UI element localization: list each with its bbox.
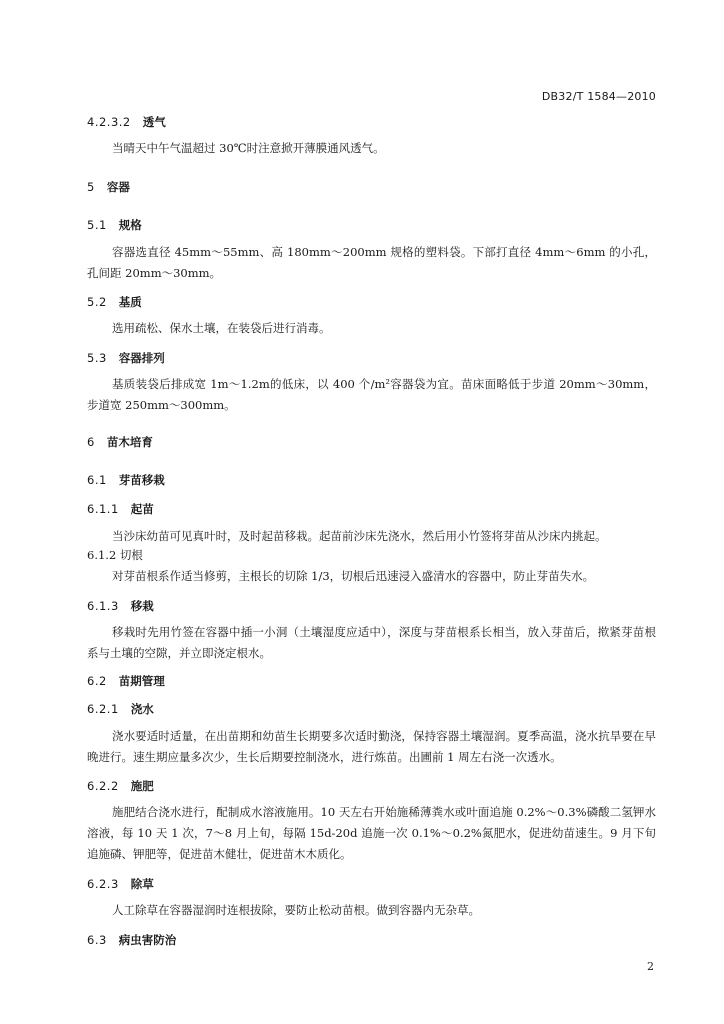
heading-6-1-1 bbox=[87, 501, 154, 517]
heading-title: 透气 bbox=[142, 115, 166, 129]
heading-title: 移栽 bbox=[130, 599, 154, 613]
heading-title: 病虫害防治 bbox=[118, 933, 177, 947]
paragraph-6-2-2: 施肥结合浇水进行，配制成水溶液施用。10 天左右开始施稀薄粪水或叶面追施 0.2%～0.3%磷酸二氢钾水溶液，每 10 天 1 次，7～8 月上旬，每隔 15d-20d 追施一次 0.1%～0.2%氮肥水，促进幼苗速生。9 月下旬追施磷、钾肥等，促进苗木健壮，促进苗木木质化。 bbox=[87, 805, 656, 861]
heading-6-3 bbox=[87, 932, 176, 948]
heading-number: 4.2.3.2 bbox=[87, 115, 131, 129]
heading-5 bbox=[87, 179, 130, 195]
heading-number: 6.1.3 bbox=[87, 599, 119, 613]
heading-4-2-3-2 bbox=[87, 114, 166, 130]
paragraph-6-1-2: 对芽苗根系作适当修剪，主根长的切除 1/3，切根后迅速浸入盛清水的容器中，防止芽苗失水。 bbox=[112, 569, 595, 583]
heading-6-2-3 bbox=[87, 876, 154, 892]
paragraph-5-3: 基质装袋后排成宽 1m～1.2m的低床，以 400 个/m²容器袋为宜。苗床面略低于步道 20mm～30mm，步道宽 250mm～300mm。 bbox=[87, 377, 656, 412]
heading-title: 容器 bbox=[106, 180, 130, 194]
paragraph-5-1: 容器选直径 45mm～55mm、高 180mm～200mm 规格的塑料袋。下部打直径 4mm～6mm 的小孔，孔间距 20mm～30mm。 bbox=[87, 245, 656, 280]
heading-6 bbox=[87, 434, 153, 450]
heading-6-1-2: 6.1.2 切根 bbox=[87, 548, 143, 562]
heading-title: 起苗 bbox=[130, 502, 154, 516]
paragraph-6-1-3: 移栽时先用竹签在容器中插一小洞（土壤湿度应适中），深度与芽苗根系长相当，放入芽苗后，揿紧芽苗根系与土壤的空隙，并立即浇定根水。 bbox=[87, 625, 656, 660]
heading-5-3 bbox=[87, 350, 165, 366]
paragraph-5-2: 选用疏松、保水土壤，在装袋后进行消毒。 bbox=[112, 321, 331, 335]
heading-6-1-3 bbox=[87, 598, 154, 614]
heading-title: 浇水 bbox=[130, 702, 154, 716]
paragraph-6-2-3: 人工除草在容器湿润时连根拔除，要防止松动苗根。做到容器内无杂草。 bbox=[112, 903, 480, 917]
heading-title: 规格 bbox=[118, 218, 142, 232]
paragraph-4-2-3-2: 当晴天中午气温超过 30℃时注意掀开薄膜通风透气。 bbox=[112, 141, 385, 155]
heading-6-2 bbox=[87, 673, 165, 689]
heading-number: 6.2 bbox=[87, 674, 107, 688]
paragraph-6-2-1: 浇水要适时适量，在出苗期和幼苗生长期要多次适时勤浇，保持容器土壤湿润。夏季高温，浇水抗旱要在早晚进行。速生期应量多次少，生长后期要控制浇水，进行炼苗。出圃前 1 周左右浇一次透水。 bbox=[87, 729, 656, 764]
paragraph-6-1-1: 当沙床幼苗可见真叶时，及时起苗移栽。起苗前沙床先浇水，然后用小竹签将芽苗从沙床内挑起。 bbox=[112, 529, 607, 543]
heading-number: 6.1.1 bbox=[87, 502, 119, 516]
heading-number: 6.3 bbox=[87, 933, 107, 947]
heading-5-2 bbox=[87, 294, 142, 310]
heading-number: 6.2.3 bbox=[87, 877, 119, 891]
heading-number: 5.3 bbox=[87, 351, 107, 365]
document-code: DB32/T 1584—2010 bbox=[541, 90, 656, 103]
heading-number: 6.1 bbox=[87, 473, 107, 487]
heading-6-2-2 bbox=[87, 778, 154, 794]
heading-5-1 bbox=[87, 217, 142, 233]
heading-6-2-1 bbox=[87, 701, 154, 717]
heading-6-1 bbox=[87, 472, 165, 488]
heading-number: 6.2.2 bbox=[87, 779, 119, 793]
heading-number: 5.2 bbox=[87, 295, 107, 309]
heading-title: 施肥 bbox=[130, 779, 154, 793]
heading-title: 除草 bbox=[130, 877, 154, 891]
heading-title: 苗木培育 bbox=[106, 435, 153, 449]
heading-number: 6 bbox=[87, 435, 95, 449]
page-number: 2 bbox=[647, 960, 654, 973]
heading-title: 芽苗移栽 bbox=[118, 473, 165, 487]
heading-title: 苗期管理 bbox=[118, 674, 165, 688]
heading-number: 5.1 bbox=[87, 218, 107, 232]
heading-number: 6.2.1 bbox=[87, 702, 119, 716]
heading-title: 基质 bbox=[118, 295, 142, 309]
heading-number: 5 bbox=[87, 180, 95, 194]
heading-title: 容器排列 bbox=[118, 351, 165, 365]
